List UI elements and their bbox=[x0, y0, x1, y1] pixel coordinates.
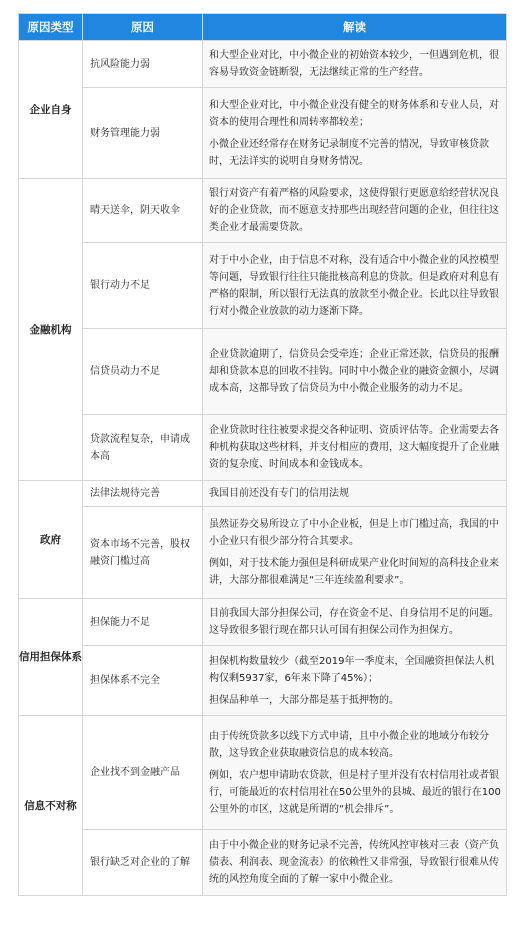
explanation-cell bbox=[203, 599, 507, 646]
reason-cell: 企业找不到金融产品 bbox=[83, 716, 203, 830]
reason-cell: 信贷员动力不足 bbox=[83, 329, 203, 415]
table-header-row bbox=[19, 14, 507, 41]
table-row bbox=[19, 646, 507, 716]
explanation-cell bbox=[203, 243, 507, 329]
explanation-line: 例如，对于技术能力强但是科研成果产业化时间短的高科技企业来讲，大部分都很难满足“三年连续盈利要求”。 bbox=[209, 558, 499, 586]
reason-cell: 资本市场不完善，股权融资门槛过高 bbox=[83, 507, 203, 599]
header-explanation: 解读 bbox=[203, 14, 507, 41]
category-cell: 企业自身 bbox=[19, 41, 83, 179]
explanation-cell bbox=[203, 646, 507, 716]
header-reason: 原因 bbox=[83, 14, 203, 41]
explanation-line: 对于中小企业，由于信息不对称，没有适合中小微企业的风控模型等问题，导致银行往往只能批核高利息的贷款。但是政府对利息有严格的限制，所以银行无法真的放款至小微企业。长此以往导致银行对小微企业放款的动力逐渐下降。 bbox=[209, 254, 499, 317]
header-category: 原因类型 bbox=[19, 14, 83, 41]
reason-cell: 担保体系不完全 bbox=[83, 646, 203, 716]
table-row bbox=[19, 88, 507, 179]
explanation-line: 目前我国大部分担保公司，存在资金不足、自身信用不足的问题。这导致很多银行现在都只认可国有担保公司作为担保方。 bbox=[209, 608, 499, 636]
category-cell: 金融机构 bbox=[19, 179, 83, 481]
explanation-cell bbox=[203, 179, 507, 243]
table-row bbox=[19, 599, 507, 646]
explanation-line: 担保品种单一，大部分都是基于抵押物的。 bbox=[209, 694, 399, 706]
table-row bbox=[19, 481, 507, 507]
table-row bbox=[19, 830, 507, 896]
reason-cell: 法律法规待完善 bbox=[83, 481, 203, 507]
explanation-cell bbox=[203, 329, 507, 415]
explanation-cell bbox=[203, 41, 507, 88]
explanation-line: 例如，农户想申请助农贷款，但是村子里并没有农村信用社或者银行，可能最近的农村信用社在50公里外的县城、最近的银行在100公里外的市区，这就是所谓的“机会排斥”。 bbox=[209, 769, 501, 815]
explanation-cell bbox=[203, 415, 507, 481]
explanation-cell bbox=[203, 88, 507, 179]
explanation-cell bbox=[203, 830, 507, 896]
explanation-line: 和大型企业对比，中小微企业的初始资本较少，一但遇到危机，很容易导致资金链断裂，无法继续正常的生产经营。 bbox=[209, 50, 499, 78]
table-row bbox=[19, 243, 507, 329]
reason-cell: 贷款流程复杂，申请成本高 bbox=[83, 415, 203, 481]
category-cell: 信用担保体系 bbox=[19, 599, 83, 716]
table-row bbox=[19, 329, 507, 415]
table-row bbox=[19, 507, 507, 599]
reason-cell: 担保能力不足 bbox=[83, 599, 203, 646]
reasons-table-container bbox=[18, 13, 506, 896]
explanation-line: 担保机构数量较少（截至2019年一季度末，全国融资担保法人机构仅剩5937家，6年来下降了45%）； bbox=[209, 655, 495, 684]
explanation-cell bbox=[203, 507, 507, 599]
category-cell: 政府 bbox=[19, 481, 83, 599]
table-row bbox=[19, 41, 507, 88]
explanation-cell bbox=[203, 481, 507, 507]
explanation-cell bbox=[203, 716, 507, 830]
reason-cell: 银行动力不足 bbox=[83, 243, 203, 329]
reasons-table bbox=[18, 13, 507, 896]
explanation-line: 我国目前还没有专门的信用法规 bbox=[209, 488, 349, 499]
explanation-line: 企业贷款时往往被要求提交各种证明、资质评估等。企业需要去各种机构获取这些材料，并支付相应的费用，这大幅度提升了企业融资的复杂度、时间成本和金钱成本。 bbox=[209, 425, 499, 470]
category-cell: 信息不对称 bbox=[19, 716, 83, 896]
table-row bbox=[19, 716, 507, 830]
table-row bbox=[19, 415, 507, 481]
explanation-line: 小微企业还经常存在财务记录制度不完善的情况，导致审核贷款时，无法详实的说明自身财务情况。 bbox=[209, 138, 489, 167]
explanation-line: 由于传统贷款多以线下方式申请，且中小微企业的地域分布较分散，这导致企业获取融资信息的成本较高。 bbox=[209, 730, 489, 759]
explanation-line: 和大型企业对比，中小微企业没有健全的财务体系和专业人员，对资本的使用合理性和周转率都较差； bbox=[209, 99, 499, 128]
explanation-line: 银行对资产有着严格的风险要求，这使得银行更愿意给经营状况良好的企业贷款，而不愿意支持那些出现经营问题的企业，但往往这类企业才最需要贷款。 bbox=[209, 188, 499, 233]
reason-cell: 财务管理能力弱 bbox=[83, 88, 203, 179]
explanation-line: 企业贷款逾期了，信贷员会受牵连；企业正常还款，信贷员的报酬却和贷款本息的回收不挂钩。同时中小微企业的融资金额小，尽调成本高，这都导致了信贷员为中小微企业服务的动力不足。 bbox=[209, 349, 499, 394]
table-row bbox=[19, 179, 507, 243]
explanation-line: 虽然证券交易所设立了中小企业板，但是上市门槛过高，我国的中小企业只有很少部分符合其要求。 bbox=[209, 519, 499, 547]
explanation-line: 由于中小微企业的财务记录不完善，传统风控审核对三表（资产负债表、利润表、现金流表）的依赖性又非常强，导致银行很难从传统的风控角度全面的了解一家中小微企业。 bbox=[209, 840, 499, 885]
reason-cell: 抗风险能力弱 bbox=[83, 41, 203, 88]
reason-cell: 晴天送伞，阴天收伞 bbox=[83, 179, 203, 243]
reason-cell: 银行缺乏对企业的了解 bbox=[83, 830, 203, 896]
